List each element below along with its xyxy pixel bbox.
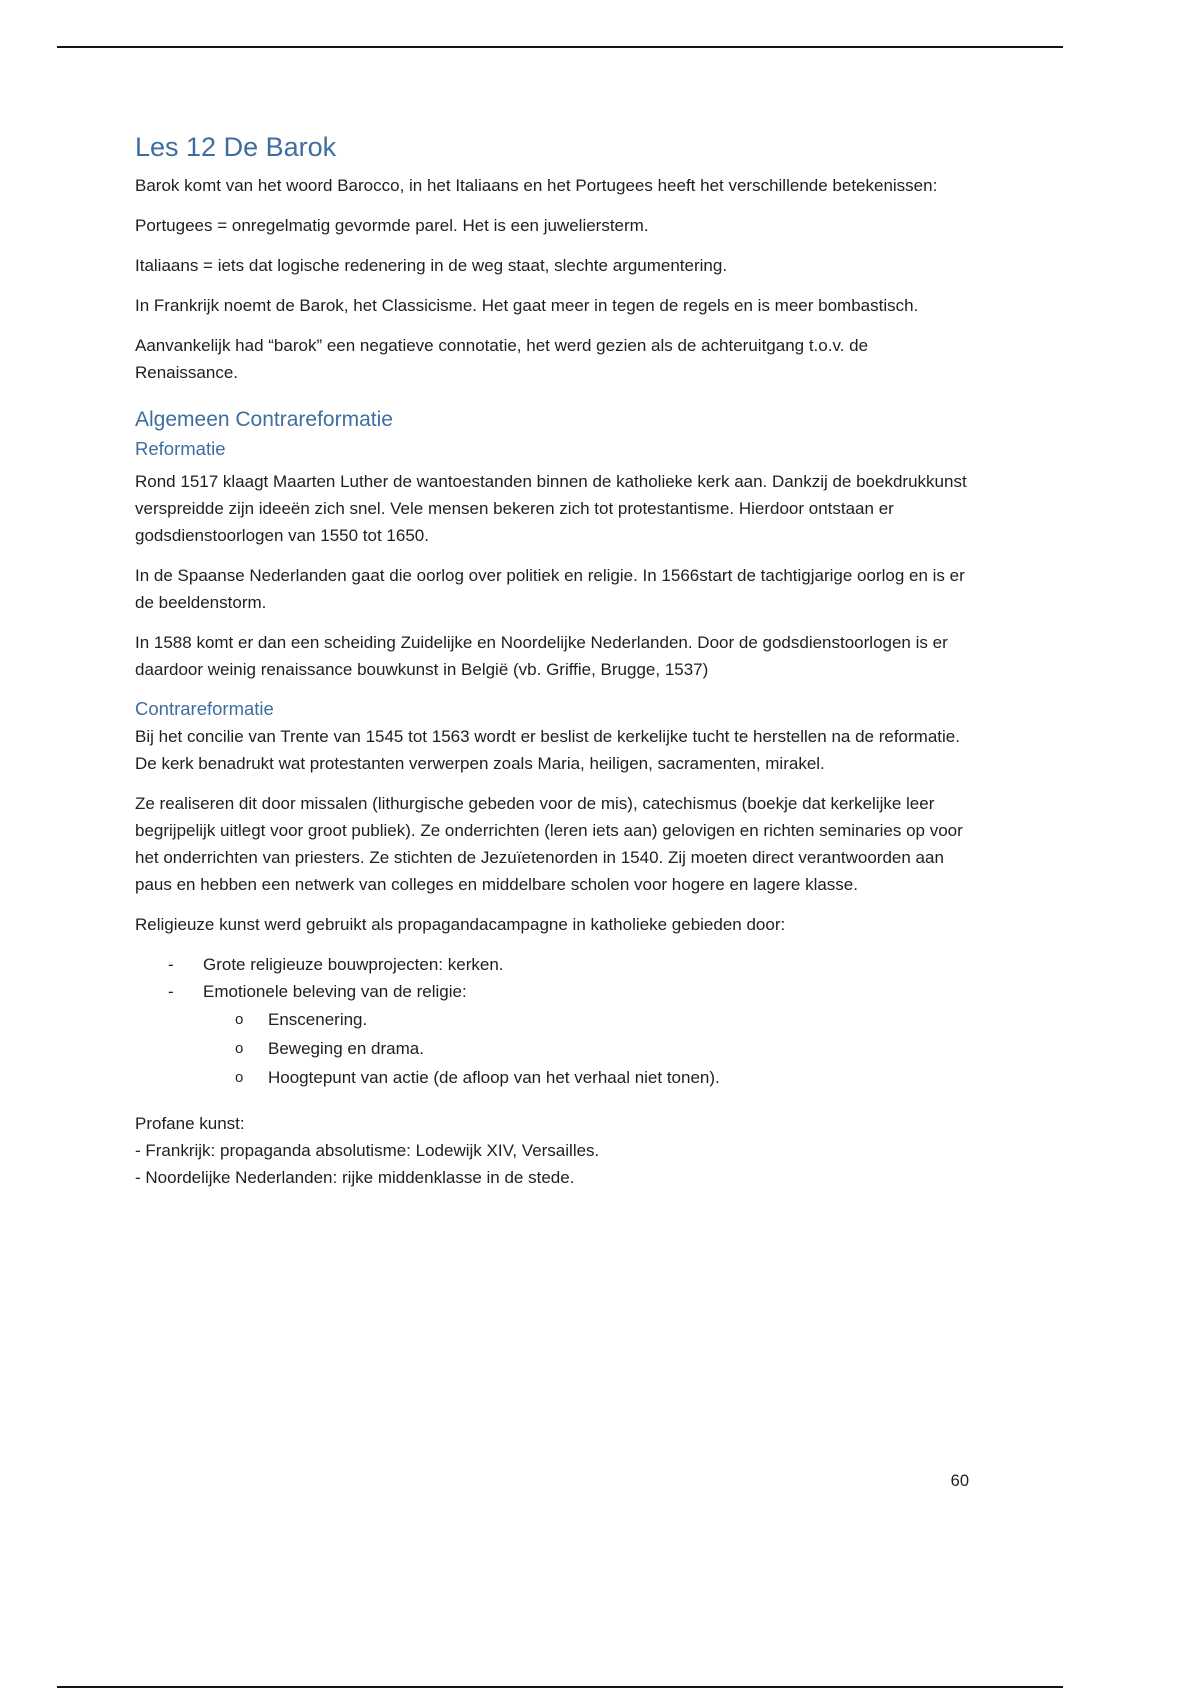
list-item-text: Hoogtepunt van actie (de afloop van het verhaal niet tonen).: [268, 1068, 720, 1087]
paragraph-profane-kunst: [135, 1110, 971, 1191]
list-item: [135, 1034, 971, 1063]
list-item: [135, 978, 971, 1005]
profane-kunst-line-nederlanden: - Noordelijke Nederlanden: rijke middenklasse in de stede.: [135, 1168, 575, 1187]
paragraph-italiaans: Italiaans = iets dat logische redenering in de weg staat, slechte argumentering.: [135, 256, 728, 275]
profane-kunst-title: Profane kunst:: [135, 1114, 245, 1133]
list-item-text: Grote religieuze bouwprojecten: kerken.: [203, 955, 504, 974]
list-item: [135, 1063, 971, 1092]
list-item-text: Enscenering.: [268, 1010, 368, 1029]
paragraph-frankrijk: In Frankrijk noemt de Barok, het Classicisme. Het gaat meer in tegen de regels en is meer bombastisch.: [135, 296, 919, 315]
dash-bullet-icon: -: [168, 955, 174, 974]
footer-rule: [57, 1686, 1063, 1688]
circle-bullet-icon: o: [235, 1069, 244, 1086]
circle-bullet-icon: o: [235, 1011, 244, 1028]
paragraph-concilie-trente: Bij het concilie van Trente van 1545 tot 1563 wordt er beslist de kerkelijke tucht te herstellen na de reformatie. De kerk benadrukt wat protestanten verwerpen zoals Maria, heiligen, sacramenten, mirakel.: [135, 727, 960, 773]
list-item: [135, 1005, 971, 1034]
list-item: [135, 951, 971, 978]
document-content: [135, 131, 971, 1191]
dash-bullet-list: [135, 951, 971, 1092]
list-item-text: Emotionele beleving van de religie:: [203, 982, 467, 1001]
page-title: Les 12 De Barok: [135, 132, 337, 162]
paragraph-rond-1517: Rond 1517 klaagt Maarten Luther de wantoestanden binnen de katholieke kerk aan. Dankzij de boekdrukkunst verspreidde zijn ideeën zich snel. Vele mensen bekeren zich tot protestantisme. Hierdoor ontstaan er godsdienstoorlogen van 1550 tot 1650.: [135, 472, 967, 545]
dash-bullet-icon: -: [168, 982, 174, 1001]
circle-bullet-icon: o: [235, 1040, 244, 1057]
profane-kunst-line-frankrijk: - Frankrijk: propaganda absolutisme: Lodewijk XIV, Versailles.: [135, 1141, 600, 1160]
sub-heading-reformatie: Reformatie: [135, 438, 226, 459]
list-item-text: Beweging en drama.: [268, 1039, 424, 1058]
paragraph-ze-realiseren: Ze realiseren dit door missalen (lithurgische gebeden voor de mis), catechismus (boekje dat kerkelijke leer begrijpelijk uitlegt voor groot publiek). Ze onderrichten (leren iets aan) gelovigen en richten seminaries op voor het onderrichten van priesters. Ze stichten de Jezuïetenorden in 1540. Zij moeten direct verantwoorden aan paus en hebben een netwerk van colleges en middelbare scholen voor hogere en lagere klasse.: [135, 794, 963, 894]
paragraph-intro: Barok komt van het woord Barocco, in het Italiaans en het Portugees heeft het verschillende betekenissen:: [135, 176, 938, 195]
paragraph-spaanse-nederlanden: In de Spaanse Nederlanden gaat die oorlog over politiek en religie. In 1566start de tachtigjarige oorlog en is er de beeldenstorm.: [135, 566, 965, 612]
sub-heading-contrareformatie: Contrareformatie: [135, 698, 274, 719]
paragraph-scheiding-1588: In 1588 komt er dan een scheiding Zuidelijke en Noordelijke Nederlanden. Door de godsdienstoorlogen is er daardoor weinig renaissance bouwkunst in België (vb. Griffie, Brugge, 1537): [135, 633, 948, 679]
paragraph-aanvankelijk: Aanvankelijk had “barok” een negatieve connotatie, het werd gezien als de achteruitgang t.o.v. de Renaissance.: [135, 336, 869, 382]
header-rule: [57, 46, 1063, 48]
paragraph-portugees: Portugees = onregelmatig gevormde parel. Het is een juweliersterm.: [135, 216, 649, 235]
paragraph-religieuze-kunst: Religieuze kunst werd gebruikt als propagandacampagne in katholieke gebieden door:: [135, 915, 786, 934]
section-heading-algemeen-contrareformatie: Algemeen Contrareformatie: [135, 408, 393, 431]
page-number: 60: [950, 1472, 969, 1490]
